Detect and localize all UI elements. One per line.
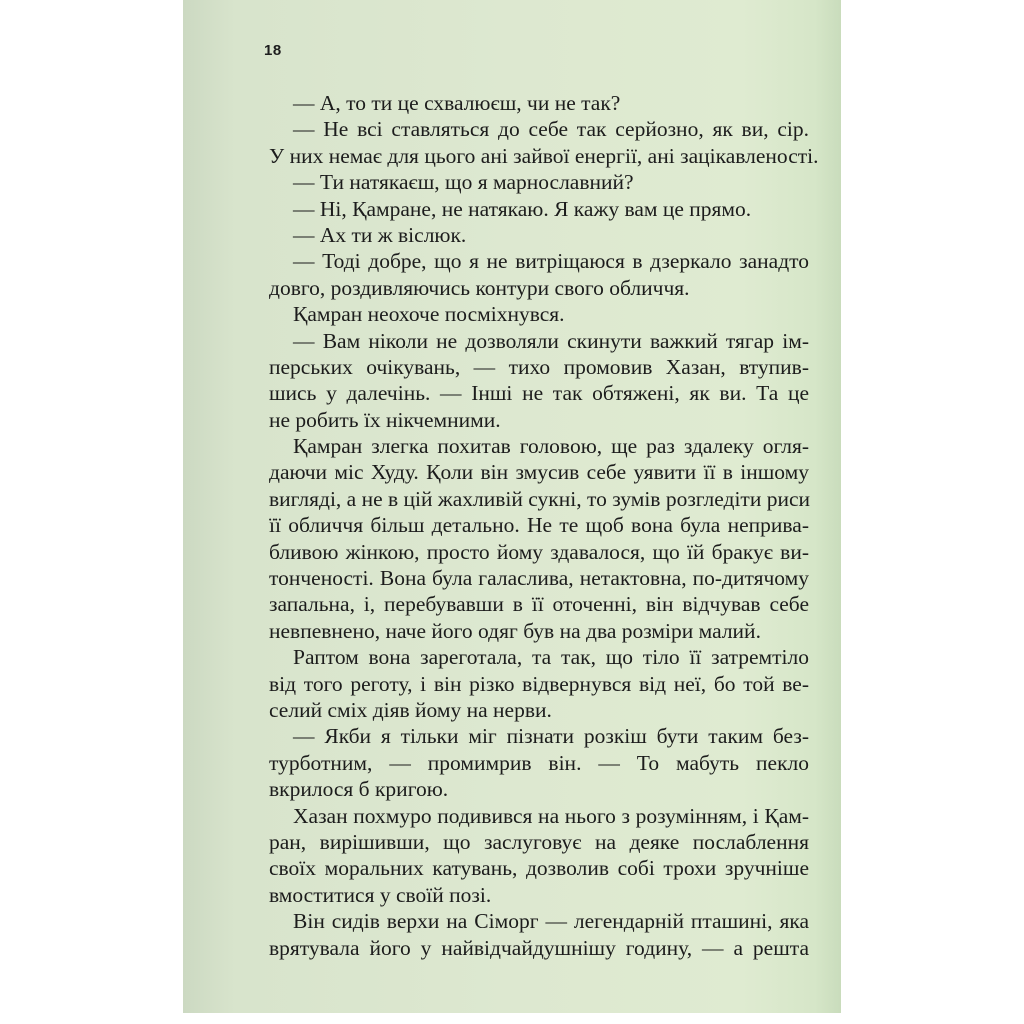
text-line: Қамран злегка похитав головою, ще раз здалеку огля-: [293, 434, 809, 459]
text-line: врятувала його у найвідчайдушнішу годину, — а решта: [269, 935, 809, 960]
text-line: Қамран неохоче посміхнувся.: [293, 302, 565, 327]
text-line: турботним, — промимрив він. — То мабуть пекло: [269, 750, 809, 775]
text-line: від того реготу, і він різко відвернувся від неї, бо той ве-: [269, 671, 809, 696]
text-line: Він сидів верхи на Сіморг — легендарній пташині, яка: [293, 909, 809, 934]
text-line: шись у далечінь. — Інші не так обтяжені, як ви. Та це: [269, 381, 809, 406]
text-line: вигляді, а не в цій жахливій сукні, то зумів розгледіти риси: [269, 486, 811, 511]
page-number: 18: [264, 42, 282, 59]
text-line: — Ти натякаєш, що я марнославний?: [293, 170, 634, 195]
text-line: — Ах ти ж віслюк.: [293, 222, 467, 247]
text-line: не робить їх нікчемними.: [269, 407, 501, 432]
text-line: вмоститися у своїй позі.: [269, 882, 492, 907]
text-line: Хазан похмуро подивився на нього з розумінням, і Қам-: [293, 803, 809, 828]
text-line: — Вам ніколи не дозволяли скинути важкий тягар ім-: [293, 328, 809, 353]
text-line: Раптом вона зареготала, та так, що тіло її затремтіло: [293, 645, 809, 670]
text-line: даючи міс Худу. Қоли він змусив себе уявити її в іншому: [269, 460, 809, 485]
text-line: тонченості. Вона була галаслива, нетактовна, по-дитячому: [269, 566, 809, 591]
book-page: [183, 0, 841, 1013]
text-line: довго, роздивляючись контури свого обличчя.: [269, 275, 690, 300]
text-line: — Тоді добре, що я не витріщаюся в дзеркало занадто: [293, 249, 809, 274]
text-line: її обличчя більш детально. Не те щоб вона була неприва-: [269, 513, 809, 538]
text-line: своїх моральних катувань, дозволив собі трохи зручніше: [269, 856, 809, 881]
text-line: — Не всі ставляться до себе так серйозно, як ви, сір.: [293, 117, 809, 142]
text-line: запальна, і, перебувавши в її оточенні, він відчував себе: [269, 592, 809, 617]
text-line: — Якби я тільки міг пізнати розкіш бути таким без-: [293, 724, 809, 749]
text-line: вкрилося б кригою.: [269, 777, 449, 802]
text-line: бливою жінкою, просто йому здавалося, що їй бракує ви-: [269, 539, 809, 564]
text-line: — А, то ти це схвалюєш, чи не так?: [293, 91, 621, 115]
text-line: ран, вирішивши, що заслуговує на деяке послаблення: [269, 829, 809, 854]
text-line: У них немає для цього ані зайвої енергії, ані зацікавленості.: [269, 143, 819, 168]
body-text: [269, 90, 819, 961]
text-line: — Ні, Қамране, не натякаю. Я кажу вам це прямо.: [293, 196, 752, 221]
text-line: селий сміх діяв йому на нерви.: [269, 697, 552, 722]
text-line: невпевнено, наче його одяг був на два розміри малий.: [269, 618, 761, 643]
text-line: перських очікувань, — тихо промовив Хазан, втупив-: [269, 354, 809, 379]
